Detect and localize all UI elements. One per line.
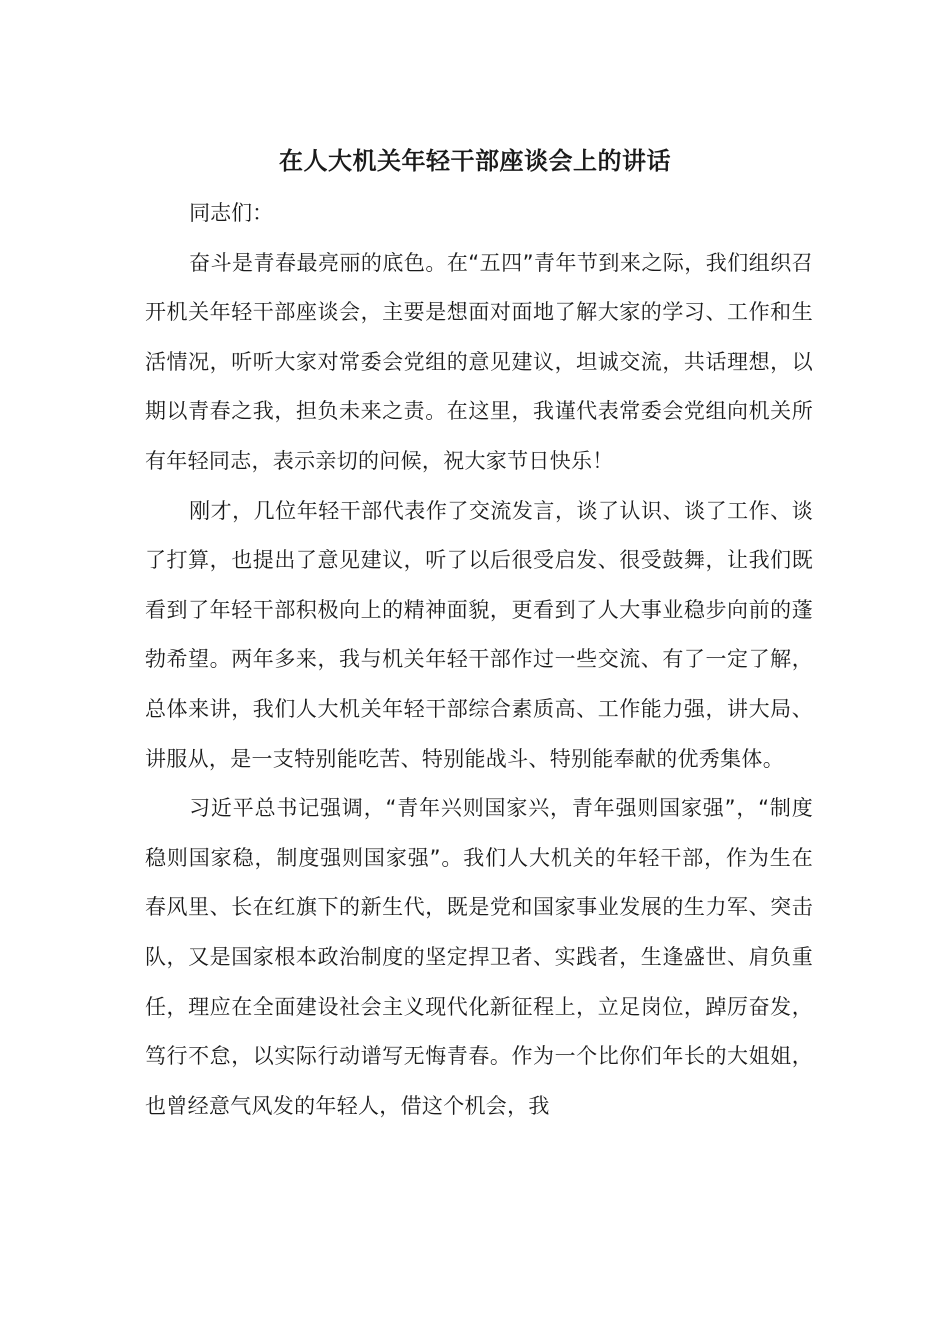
- paragraph-1: 奋斗是青春最亮丽的底色。在“五四”青年节到来之际，我们组织召开机关年轻干部座谈会，主要是想面对面地了解大家的学习、工作和生活情况，听听大家对常委会党组的意见建议，坦诚交流，共话理想，以期以青春之我，担负未来之责。在这里，我谨代表常委会党组向机关所有年轻同志，表示亲切的问候，祝大家节日快乐！: [145, 250, 813, 473]
- paragraph-2: 刚才，几位年轻干部代表作了交流发言，谈了认识、谈了工作、谈了打算，也提出了意见建议，听了以后很受启发、很受鼓舞，让我们既看到了年轻干部积极向上的精神面貌，更看到了人大事业稳步向前的蓬勃希望。两年多来，我与机关年轻干部作过一些交流、有了一定了解，总体来讲，我们人大机关年轻干部综合素质高、工作能力强，讲大局、讲服从，是一支特别能吃苦、特别能战斗、特别能奉献的优秀集体。: [145, 498, 813, 771]
- document-body: [145, 189, 813, 1131]
- paragraph-3: 习近平总书记强调，“青年兴则国家兴，青年强则国家强”，“制度稳则国家稳，制度强则国家强”。我们人大机关的年轻干部，作为生在春风里、长在红旗下的新生代，既是党和国家事业发展的生力军、突击队，又是国家根本政治制度的坚定捍卫者、实践者，生逢盛世、肩负重任，理应在全面建设社会主义现代化新征程上，立足岗位，踔厉奋发，笃行不怠，以实际行动谱写无悔青春。作为一个比你们年长的大姐姐，也曾经意气风发的年轻人，借这个机会，我: [145, 796, 813, 1118]
- salutation: 同志们：: [189, 201, 274, 225]
- document-title: 在人大机关年轻干部座谈会上的讲话: [279, 147, 671, 175]
